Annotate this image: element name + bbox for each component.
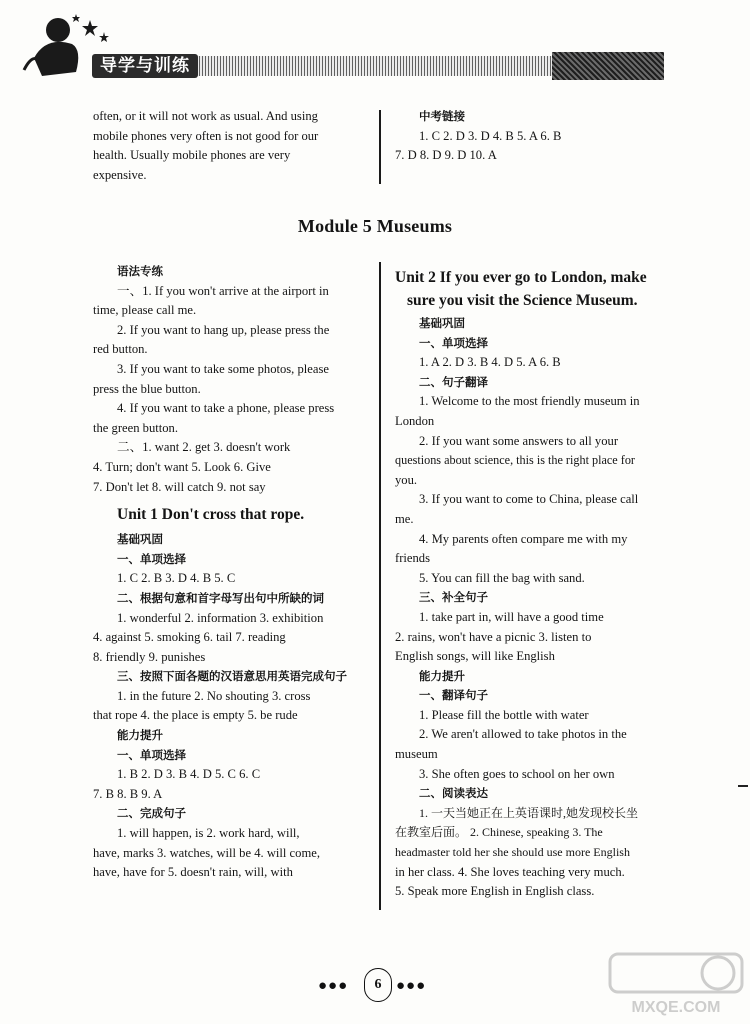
main-column-divider <box>379 262 381 910</box>
text-line: press the blue button. <box>93 381 201 396</box>
section-heading: 一、单项选择 <box>419 335 488 350</box>
basic-heading: 基础巩固 <box>117 532 163 547</box>
answer-line: 7. B 8. B 9. A <box>93 786 163 801</box>
answer-line: 5. Speak more English in English class. <box>395 884 595 899</box>
footer-dots-right: ●●● <box>396 978 427 994</box>
section-heading: 三、补全句子 <box>419 590 488 605</box>
footer-dots-left: ●●● <box>318 978 349 994</box>
text-line: often, or it will not work as usual. And using <box>93 109 318 123</box>
answer-line: 1. A 2. D 3. B 4. D 5. A 6. B <box>419 355 561 370</box>
top-right-section <box>395 107 675 166</box>
answer-line: 8. friendly 9. punishes <box>93 649 206 664</box>
answer-line: questions about science, this is the right place for <box>395 453 635 468</box>
text-line: red button. <box>93 342 148 357</box>
answer-line: museum <box>395 747 438 762</box>
left-column <box>93 262 365 883</box>
answer-line: 2. rains, won't have a picnic 3. listen to <box>395 629 592 644</box>
section-heading: 二、根据句意和首字母写出句中所缺的词 <box>117 590 324 605</box>
answer-line: have, marks 3. watches, will be 4. will come, <box>93 845 320 860</box>
answer-line: friends <box>395 551 430 566</box>
grammar-heading: 语法专练 <box>117 264 163 278</box>
answer-line: have, have for 5. doesn't rain, will, with <box>93 865 293 880</box>
module-title: Module 5 Museums <box>297 216 453 236</box>
header-band-end <box>552 52 664 80</box>
answer-line: 在教室后面。 2. Chinese, speaking 3. The <box>395 825 603 840</box>
student-logo-icon <box>16 10 126 90</box>
answer-line: that rope 4. the place is empty 5. be rude <box>93 708 298 723</box>
answer-line: headmaster told her she should use more English <box>395 845 630 860</box>
page-header <box>0 0 750 92</box>
top-column-divider <box>379 110 381 184</box>
answer-line: 1. Please fill the bottle with water <box>419 707 589 722</box>
section-heading: 一、单项选择 <box>117 747 186 762</box>
text-line: 一、1. If you won't arrive at the airport in <box>117 283 329 298</box>
answer-line: 3. She often goes to school on her own <box>419 766 615 781</box>
section-heading: 一、单项选择 <box>117 551 186 566</box>
basic-heading: 基础巩固 <box>419 316 465 330</box>
answer-line: 1. C 2. D 3. D 4. B 5. A 6. B <box>419 128 562 143</box>
text-line: the green button. <box>93 420 178 435</box>
answer-line: you. <box>395 472 418 487</box>
answer-line: 1. wonderful 2. information 3. exhibition <box>117 610 324 625</box>
answer-line: 1. take part in, will have a good time <box>419 609 604 624</box>
svg-text:MXQE.COM: MXQE.COM <box>631 999 721 1016</box>
answer-line: 2. If you want some answers to all your <box>419 433 619 448</box>
text-line: 4. Turn; don't want 5. Look 6. Give <box>93 459 271 474</box>
answer-line: 4. My parents often compare me with my <box>419 531 628 546</box>
section-heading: 二、完成句子 <box>117 806 186 821</box>
watermark-logo-icon <box>606 948 746 1018</box>
text-line: 7. Don't let 8. will catch 9. not say <box>93 479 266 494</box>
answer-line: 4. against 5. smoking 6. tail 7. reading <box>93 630 286 645</box>
ability-heading: 能力提升 <box>419 668 465 683</box>
answer-line: 2. We aren't allowed to take photos in the <box>419 727 627 742</box>
header-title: 导学与训练 <box>92 54 198 78</box>
answer-line: 1. Welcome to the most friendly museum in <box>419 394 640 409</box>
text-line: 2. If you want to hang up, please press the <box>117 322 330 337</box>
text-line: time, please call me. <box>93 303 197 318</box>
answer-line: 7. D 8. D 9. D 10. A <box>395 148 497 163</box>
answer-line: me. <box>395 511 414 526</box>
unit2-title-line1: Unit 2 If you ever go to London, make <box>395 269 647 286</box>
exam-link-heading: 中考链接 <box>419 109 465 123</box>
answer-line: 1. will happen, is 2. work hard, will, <box>117 826 300 841</box>
text-line: 4. If you want to take a phone, please press <box>117 401 335 416</box>
answer-line: London <box>395 413 435 428</box>
answer-line: 3. If you want to come to China, please call <box>419 492 639 507</box>
section-heading: 一、翻译句子 <box>419 688 488 703</box>
text-line: mobile phones very often is not good for our <box>93 128 319 143</box>
answer-line: 1. 一天当她正在上英语课时,她发现校长坐 <box>419 805 639 820</box>
section-heading: 三、按照下面各题的汉语意思用英语完成句子 <box>117 669 347 684</box>
answer-line: 1. C 2. B 3. D 4. B 5. C <box>117 571 236 586</box>
answer-line: 5. You can fill the bag with sand. <box>419 570 585 585</box>
section-heading: 二、句子翻译 <box>419 374 488 389</box>
answer-line: 1. in the future 2. No shouting 3. cross <box>117 688 311 703</box>
text-line: health. Usually mobile phones are very <box>93 148 291 163</box>
text-line: 二、1. want 2. get 3. doesn't work <box>117 440 291 455</box>
page-number: 6 <box>364 968 392 1002</box>
answer-line: 1. B 2. D 3. B 4. D 5. C 6. C <box>117 767 261 782</box>
top-left-continuation <box>93 107 363 185</box>
unit2-title-line2: sure you visit the Science Museum. <box>407 292 638 309</box>
text-line: 3. If you want to take some photos, please <box>117 361 329 376</box>
ability-heading: 能力提升 <box>117 728 163 743</box>
answer-line: in her class. 4. She loves teaching very much. <box>395 864 625 879</box>
unit1-title: Unit 1 Don't cross that rope. <box>117 506 305 524</box>
right-column <box>395 266 675 902</box>
section-heading: 二、阅读表达 <box>419 786 488 801</box>
answer-line: English songs, will like English <box>395 649 555 664</box>
text-line: expensive. <box>93 167 147 182</box>
edge-mark <box>738 785 748 787</box>
